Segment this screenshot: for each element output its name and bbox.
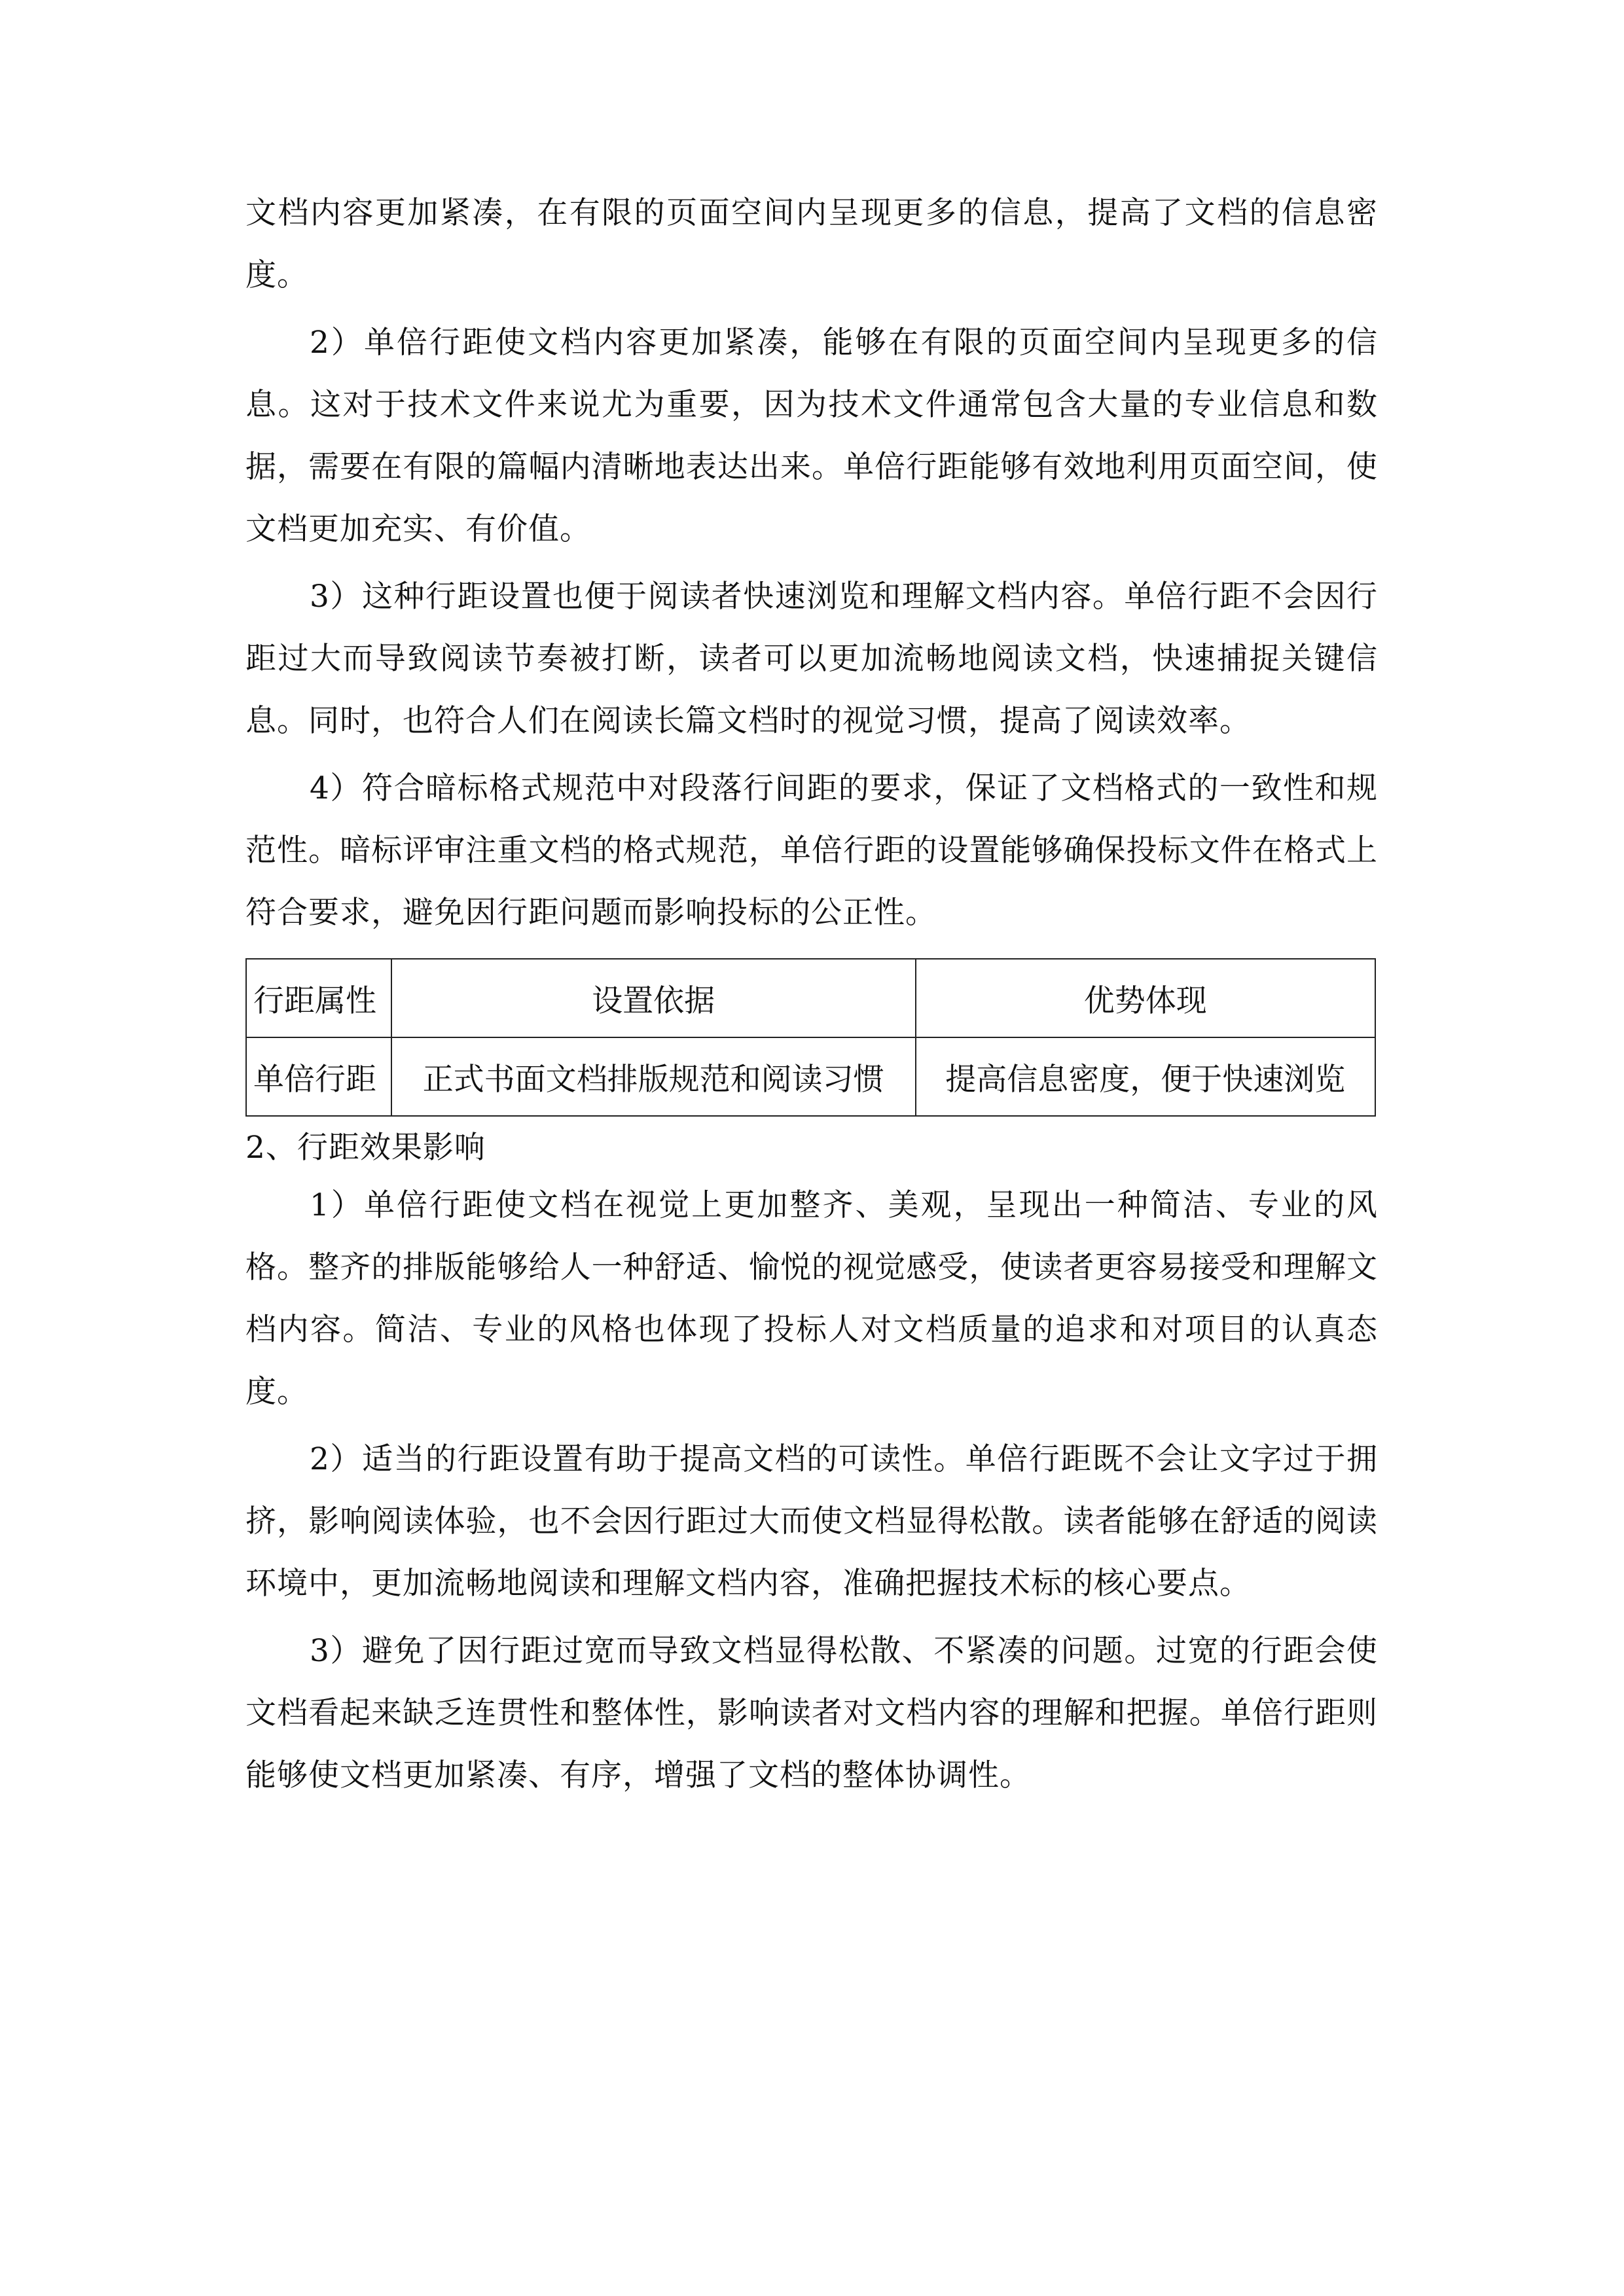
table-header-cell: 设置依据 [391, 959, 916, 1037]
paragraph-point-4: 4）符合暗标格式规范中对段落行间距的要求，保证了文档格式的一致性和规范性。暗标评审注重文档的格式规范，单倍行距的设置能够确保投标文件在格式上符合要求，避免因行距问题而影响投标的公正性。 [245, 770, 1378, 931]
table-cell: 提高信息密度，便于快速浏览 [916, 1037, 1375, 1116]
table-header-cell: 行距属性 [246, 959, 391, 1037]
paragraph-effect-3: 3）避免了因行距过宽而导致文档显得松散、不紧凑的问题。过宽的行距会使文档看起来缺乏连贯性和整体性，影响读者对文档内容的理解和把握。单倍行距则能够使文档更加紧凑、有序，增强了文档的整体协调性。 [245, 1633, 1378, 1793]
table-header-cell: 优势体现 [916, 959, 1375, 1037]
line-spacing-table [245, 958, 1376, 1117]
table-cell: 正式书面文档排版规范和阅读习惯 [391, 1037, 916, 1116]
table-row [246, 1037, 1375, 1116]
paragraph-continuation: 文档内容更加紧凑，在有限的页面空间内呈现更多的信息，提高了文档的信息密度。 [245, 195, 1378, 293]
table-cell: 单倍行距 [246, 1037, 391, 1116]
table-header-row [246, 959, 1375, 1037]
page-content [245, 182, 1378, 1806]
section-heading: 2、行距效果影响 [245, 1130, 486, 1166]
paragraph-point-3: 3）这种行距设置也便于阅读者快速浏览和理解文档内容。单倍行距不会因行距过大而导致阅读节奏被打断，读者可以更加流畅地阅读文档，快速捕捉关键信息。同时，也符合人们在阅读长篇文档时的视觉习惯，提高了阅读效率。 [245, 579, 1378, 739]
paragraph-effect-2: 2）适当的行距设置有助于提高文档的可读性。单倍行距既不会让文字过于拥挤，影响阅读体验，也不会因行距过大而使文档显得松散。读者能够在舒适的阅读环境中，更加流畅地阅读和理解文档内容，准确把握技术标的核心要点。 [245, 1441, 1378, 1602]
paragraph-effect-1: 1）单倍行距使文档在视觉上更加整齐、美观，呈现出一种简洁、专业的风格。整齐的排版能够给人一种舒适、愉悦的视觉感受，使读者更容易接受和理解文档内容。简洁、专业的风格也体现了投标人对文档质量的追求和对项目的认真态度。 [245, 1187, 1378, 1410]
paragraph-point-2: 2）单倍行距使文档内容更加紧凑，能够在有限的页面空间内呈现更多的信息。这对于技术文件来说尤为重要，因为技术文件通常包含大量的专业信息和数据，需要在有限的篇幅内清晰地表达出来。单倍行距能够有效地利用页面空间，使文档更加充实、有价值。 [245, 325, 1378, 547]
